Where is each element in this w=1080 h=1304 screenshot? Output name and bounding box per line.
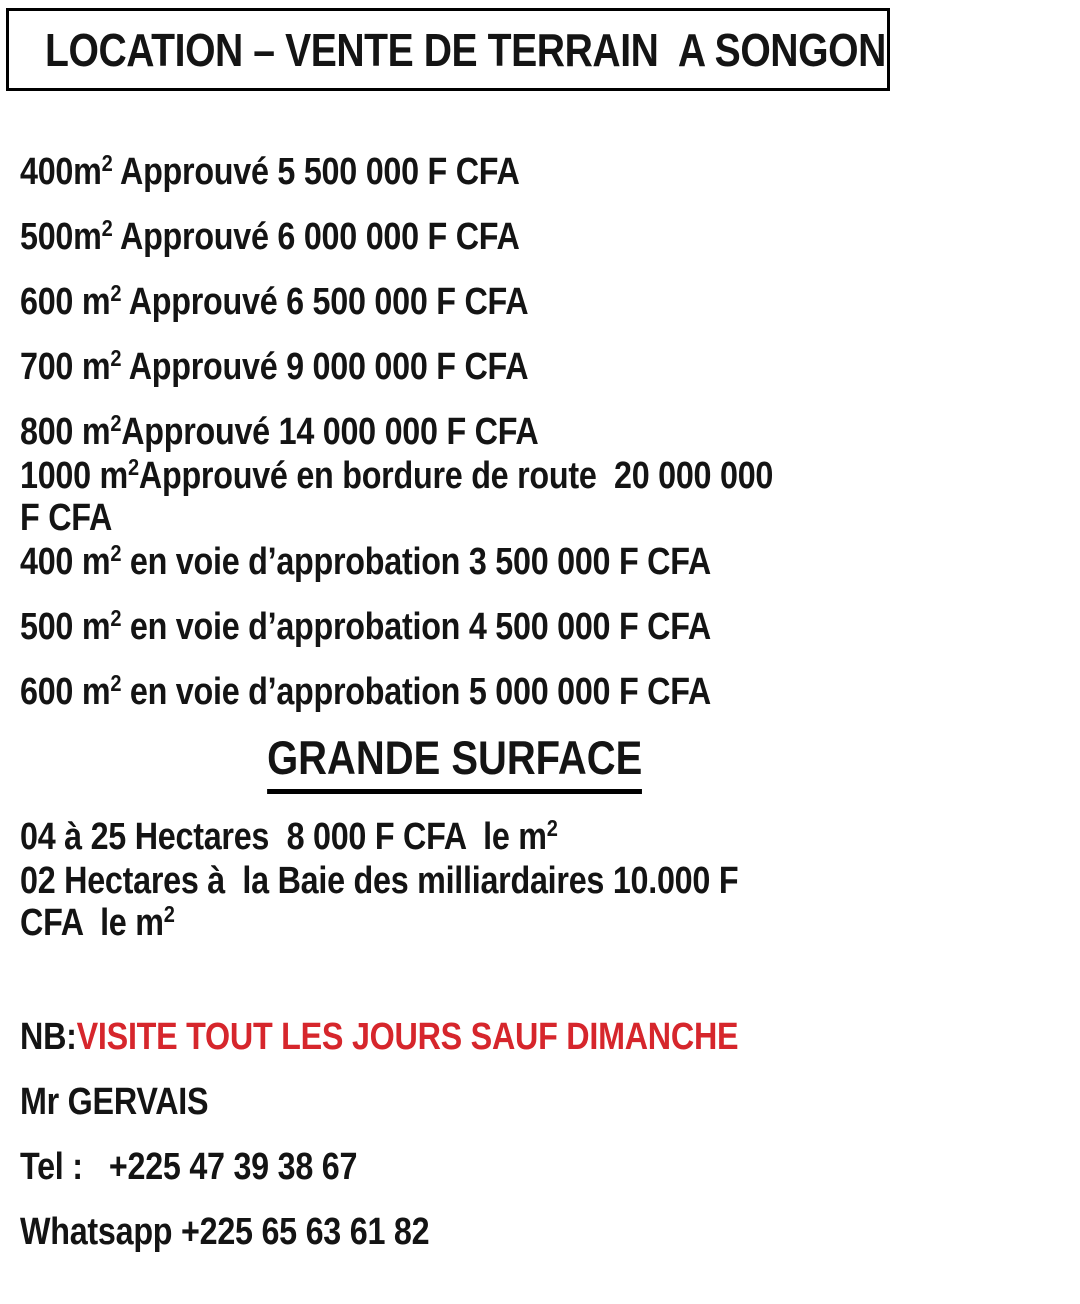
title-box xyxy=(6,8,890,91)
contact-name-row xyxy=(20,1070,910,1135)
listing-text: 700 m xyxy=(20,345,111,388)
superscript-2: 2 xyxy=(110,605,122,632)
listing-text: Approuvé 5 500 000 F CFA xyxy=(112,150,520,193)
listing-row xyxy=(20,270,910,335)
listing-text: 04 à 25 Hectares 8 000 F CFA le m xyxy=(20,815,547,858)
listing-text: en voie d’approbation 3 500 000 F CFA xyxy=(121,540,712,583)
listing-row xyxy=(20,660,910,725)
listing-text: 500m xyxy=(20,215,102,258)
listing-text: 400 m xyxy=(20,540,111,583)
section-heading: GRANDE SURFACE xyxy=(267,730,642,794)
listing-text: 600 m xyxy=(20,280,111,323)
listing-row xyxy=(20,335,910,400)
superscript-2: 2 xyxy=(128,454,139,481)
contact-name: Mr GERVAIS xyxy=(20,1080,209,1123)
superscript-2: 2 xyxy=(110,540,122,567)
listing-text: 400m xyxy=(20,150,102,193)
whatsapp-row xyxy=(20,1200,910,1265)
superscript-2: 2 xyxy=(546,815,558,842)
listing-text: Approuvé 14 000 000 F CFA xyxy=(121,410,539,453)
superscript-2: 2 xyxy=(110,280,122,307)
listing-row xyxy=(20,140,910,205)
nb-row xyxy=(20,1005,910,1070)
tel-number: Tel : +225 47 39 38 67 xyxy=(20,1145,358,1188)
superscript-2: 2 xyxy=(101,215,113,242)
listing-row xyxy=(20,595,910,660)
listing-text: 500 m xyxy=(20,605,111,648)
page-title: LOCATION – VENTE DE TERRAIN A SONGON xyxy=(45,23,886,76)
listing-text: 800 m xyxy=(20,410,111,453)
listing-text: Approuvé 6 000 000 F CFA xyxy=(112,215,520,258)
grande-surface-heading-row xyxy=(20,727,890,797)
listing-row xyxy=(20,205,910,270)
whatsapp-number: Whatsapp +225 65 63 61 82 xyxy=(20,1210,430,1253)
listing-row xyxy=(20,859,910,944)
nb-warning-text: VISITE TOUT LES JOURS SAUF DIMANCHE xyxy=(76,1015,739,1058)
listing-text: en voie d’approbation 4 500 000 F CFA xyxy=(121,605,712,648)
grande-surface-listings xyxy=(20,805,910,944)
listing-text: Approuvé 6 500 000 F CFA xyxy=(121,280,529,323)
superscript-2: 2 xyxy=(110,670,122,697)
listing-text: Approuvé 9 000 000 F CFA xyxy=(121,345,529,388)
superscript-2: 2 xyxy=(163,901,175,928)
listing-text: 02 Hectares à la Baie des milliardaires 10.000 F CFA le m xyxy=(20,859,748,944)
listing-row xyxy=(20,454,910,539)
price-listings xyxy=(20,140,910,725)
listing-text: Approuvé en bordure de route 20 000 000 F CFA xyxy=(20,454,782,539)
listing-text: en voie d’approbation 5 000 000 F CFA xyxy=(121,670,712,713)
nb-label: NB: xyxy=(20,1015,77,1058)
listing-text: 1000 m xyxy=(20,454,129,497)
superscript-2: 2 xyxy=(110,345,122,372)
superscript-2: 2 xyxy=(101,150,113,177)
tel-row xyxy=(20,1135,910,1200)
listing-text: 600 m xyxy=(20,670,111,713)
notes-section xyxy=(20,1005,910,1265)
superscript-2: 2 xyxy=(110,410,122,437)
listing-row xyxy=(20,530,910,595)
